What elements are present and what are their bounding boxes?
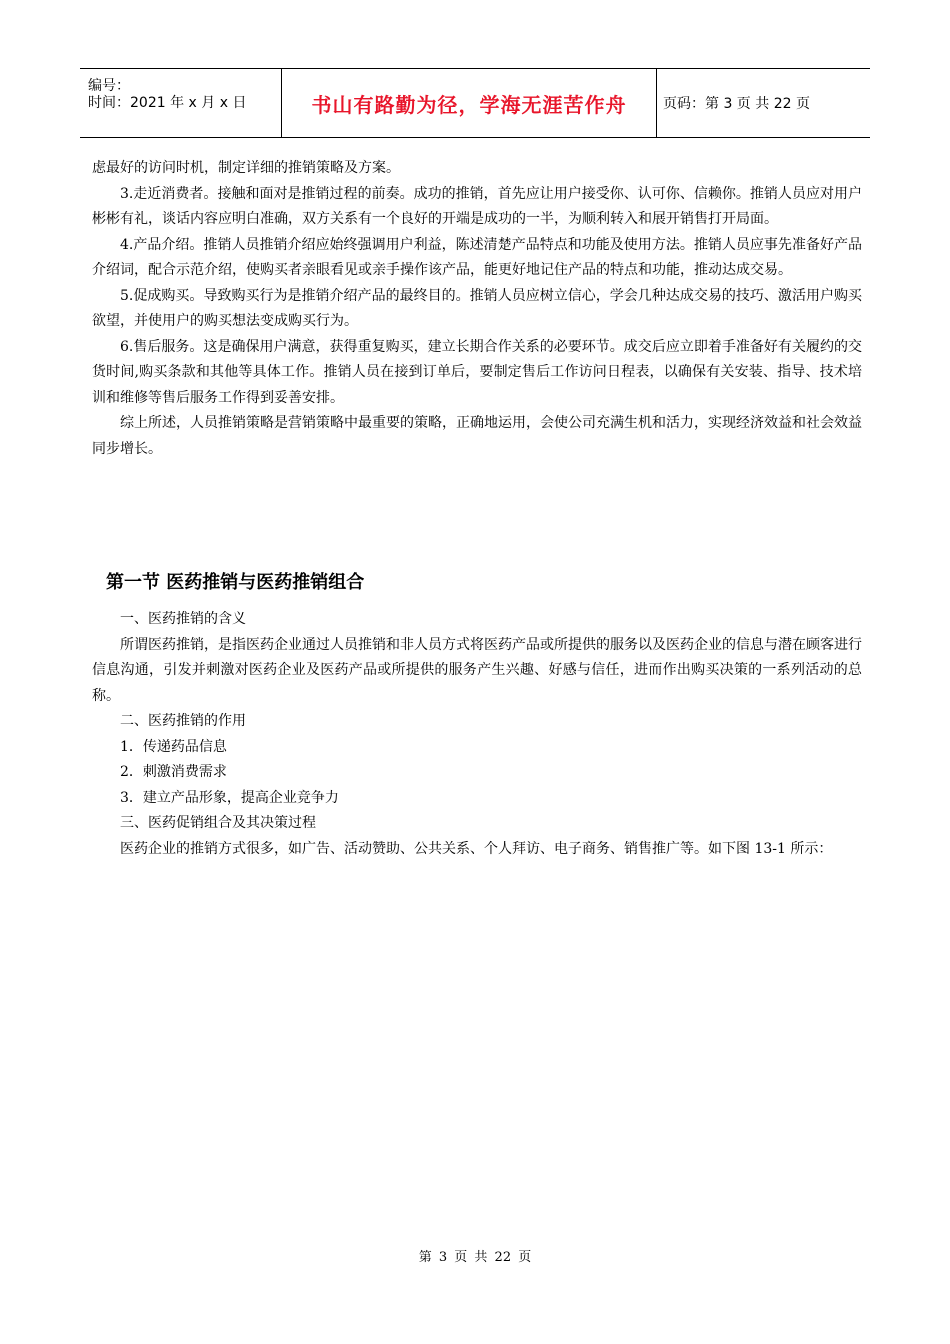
paragraph-close-deal: 5.促成购买。导致购买行为是推销介绍产品的最终目的。推销人员应树立信心，学会几种达成交易的技巧、激活用户购买欲望，并使用户的购买想法变成购买行为。 bbox=[92, 287, 862, 329]
list-item: 1．传递药品信息 bbox=[120, 738, 227, 755]
header-motto: 书山有路勤为径，学海无涯苦作舟 bbox=[311, 92, 627, 117]
paragraph-after-sales: 6.售后服务。这是确保用户满意，获得重复购买，建立长期合作关系的必要环节。成交后应立即着手准备好有关履约的交货时间,购买条款和其他等具体工作。推销人员在接到订单后，要制定售后工作访问日程表，以确保有关安装、指导、技术培训和维修等售后服务工作得到妥善安排。 bbox=[92, 338, 862, 406]
subheading-meaning: 一、医药推销的含义 bbox=[120, 611, 246, 627]
body-lower bbox=[92, 607, 862, 862]
page-footer: 第 3 页 共 22 页 bbox=[418, 1250, 532, 1265]
document-number-label: 编号： bbox=[88, 78, 130, 94]
paragraph-summary: 综上所述，人员推销策略是营销策略中最重要的策略，正确地运用，会使公司充满生机和活力，实现经济效益和社会效益同步增长。 bbox=[92, 415, 862, 457]
header-motto-cell bbox=[282, 69, 657, 137]
header-page-number: 页码：第 3 页 共 22 页 bbox=[663, 96, 810, 112]
paragraph-meaning: 所谓医药推销，是指医药企业通过人员推销和非人员方式将医药产品或所提供的服务以及医药企业的信息与潜在顾客进行信息沟通，引发并刺激对医药企业及医药产品或所提供的服务产生兴趣、好感与信任，进而作出购买决策的一系列活动的总称。 bbox=[92, 636, 862, 704]
paragraph-approach: 3.走近消费者。接触和面对是推销过程的前奏。成功的推销，首先应让用户接受你、认可你、信赖你。推销人员应对用户彬彬有礼，谈话内容应明白准确，双方关系有一个良好的开端是成功的一半，为顺利转入和展开销售打开局面。 bbox=[92, 185, 862, 227]
header-page-cell bbox=[657, 69, 870, 137]
subheading-promotion-mix: 三、医药促销组合及其决策过程 bbox=[120, 815, 316, 831]
page-header bbox=[80, 68, 870, 138]
header-meta-cell bbox=[80, 69, 282, 137]
document-date-label: 时间：2021 年 x 月 x 日 bbox=[88, 95, 247, 111]
paragraph-1: 虑最好的访问时机，制定详细的推销策略及方案。 bbox=[92, 160, 400, 176]
paragraph-promotion-mix: 医药企业的推销方式很多，如广告、活动赞助、公共关系、个人拜访、电子商务、销售推广等。如下图 13-1 所示： bbox=[120, 840, 833, 857]
list-item: 3．建立产品形象，提高企业竞争力 bbox=[120, 789, 339, 806]
paragraph-product-intro: 4.产品介绍。推销人员推销介绍应始终强调用户利益，陈述清楚产品特点和功能及使用方法。推销人员应事先准备好产品介绍词，配合示范介绍，使购买者亲眼看见或亲手操作该产品，能更好地记住产品的特点和功能，推动达成交易。 bbox=[92, 236, 862, 278]
section-title: 第一节 医药推销与医药推销组合 bbox=[106, 572, 365, 593]
subheading-function: 二、医药推销的作用 bbox=[120, 713, 246, 729]
body-upper bbox=[92, 156, 862, 462]
list-item: 2．刺激消费需求 bbox=[120, 764, 227, 780]
